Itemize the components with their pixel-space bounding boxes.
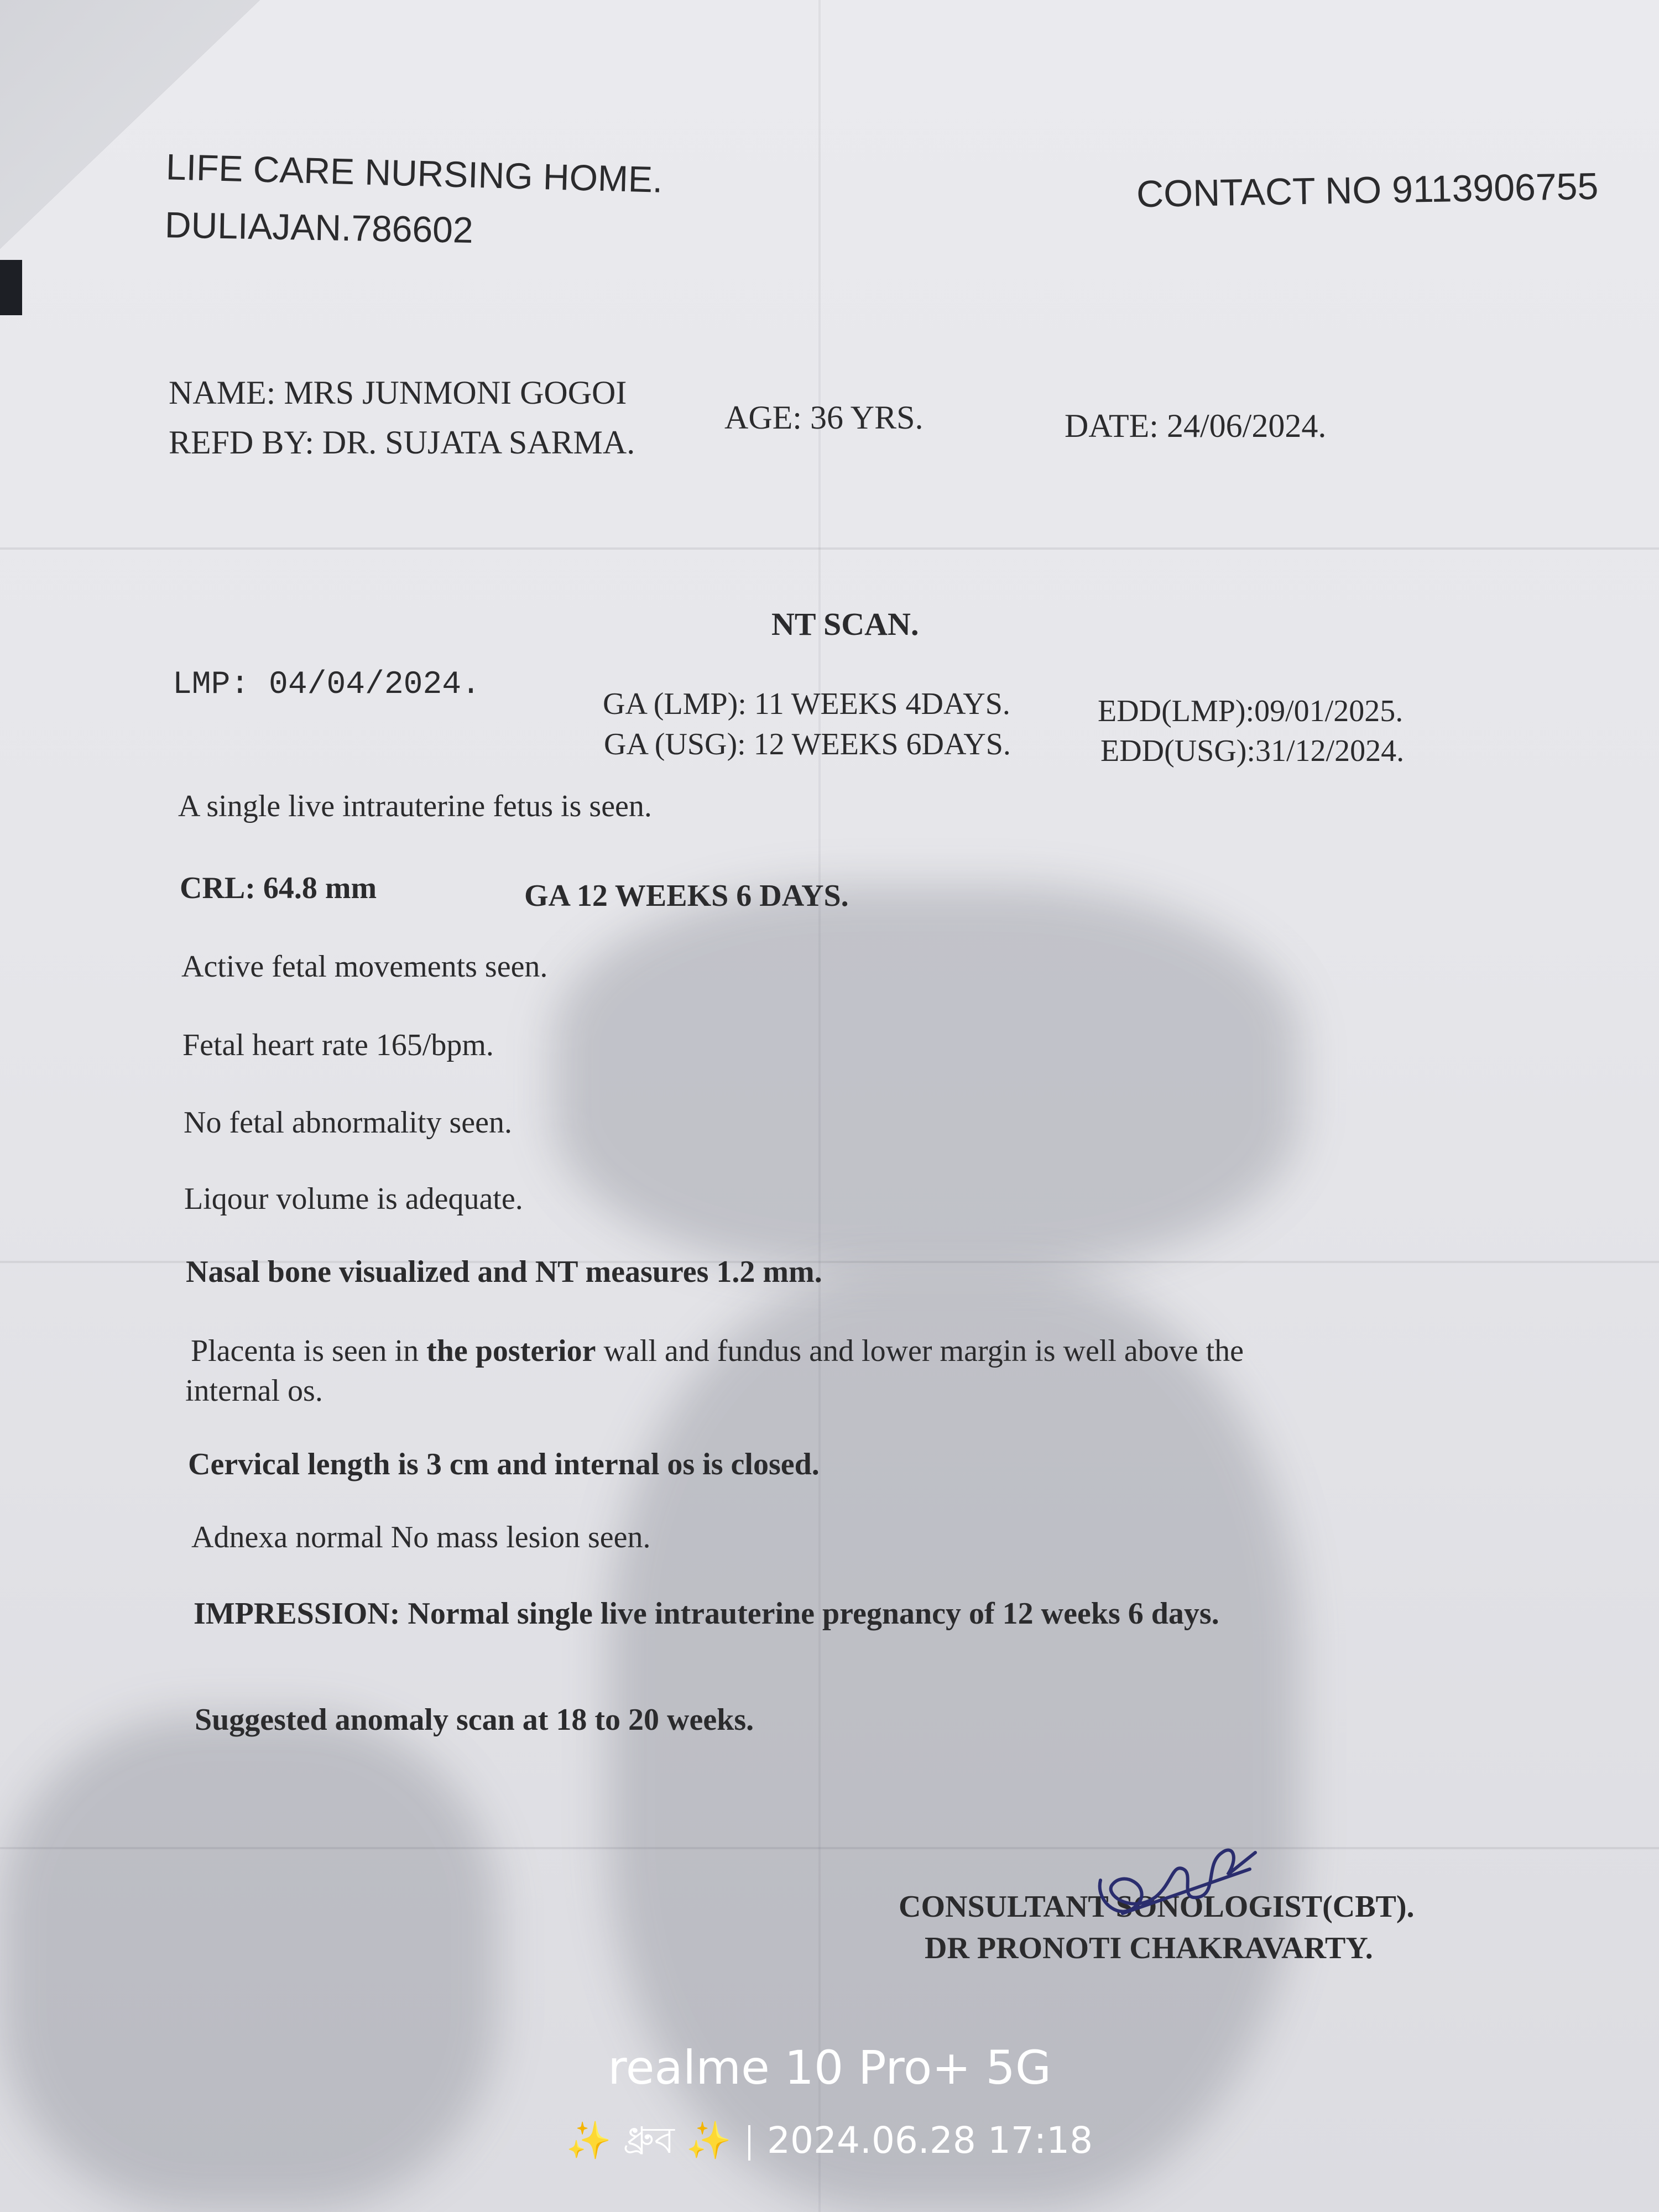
watermark-timestamp: 2024.06.28 17:18 xyxy=(767,2119,1093,2162)
finding-placenta-cont: internal os. xyxy=(185,1374,323,1408)
patient-age: AGE: 36 YRS. xyxy=(724,399,924,436)
watermark-separator xyxy=(748,2125,750,2161)
report-date: DATE: 24/06/2024. xyxy=(1065,408,1327,444)
placenta-text-2: wall and fundus and lower margin is well above the xyxy=(596,1334,1244,1368)
finding-liquor: Liqour volume is adequate. xyxy=(184,1182,523,1216)
watermark-tag: ✨ ধ্রুব ✨ xyxy=(566,2119,732,2162)
suggestion: Suggested anomaly scan at 18 to 20 weeks. xyxy=(195,1703,754,1737)
clinic-address: DULIAJAN.786602 xyxy=(164,204,474,251)
edd-lmp: EDD(LMP):09/01/2025. xyxy=(1098,694,1404,728)
placenta-text-bold: the posterior xyxy=(426,1334,596,1368)
contact-number: CONTACT NO 9113906755 xyxy=(1136,165,1599,216)
signatory-title: CONSULTANT SONOLOGIST(CBT). xyxy=(899,1890,1415,1924)
edd-usg: EDD(USG):31/12/2024. xyxy=(1100,734,1405,768)
clinic-name: LIFE CARE NURSING HOME. xyxy=(165,146,664,200)
signatory-name: DR PRONOTI CHAKRAVARTY. xyxy=(925,1931,1373,1965)
ga-lmp: GA (LMP): 11 WEEKS 4DAYS. xyxy=(603,687,1010,721)
finding-crl: CRL: 64.8 mm xyxy=(180,871,377,905)
referred-by: REFD BY: DR. SUJATA SARMA. xyxy=(169,424,635,461)
patient-name: NAME: MRS JUNMONI GOGOI xyxy=(169,374,627,411)
finding-crl-ga: GA 12 WEEKS 6 DAYS. xyxy=(524,879,849,913)
finding-abnormality: No fetal abnormality seen. xyxy=(184,1105,513,1140)
finding-fetus: A single live intrauterine fetus is seen. xyxy=(178,789,652,823)
finding-movements: Active fetal movements seen. xyxy=(181,950,548,984)
finding-nasal-bone: Nasal bone visualized and NT measures 1.2 mm. xyxy=(186,1255,822,1289)
finding-heart-rate: Fetal heart rate 165/bpm. xyxy=(182,1028,494,1062)
shadow xyxy=(553,885,1300,1272)
camera-model-watermark: realme 10 Pro+ 5G xyxy=(608,2041,1051,2095)
impression: IMPRESSION: Normal single live intrauterine pregnancy of 12 weeks 6 days. xyxy=(194,1597,1219,1631)
finding-placenta xyxy=(191,1335,1244,1366)
paper-fold xyxy=(0,547,1659,550)
lmp-date: LMP: 04/04/2024. xyxy=(173,667,481,703)
ga-usg: GA (USG): 12 WEEKS 6DAYS. xyxy=(604,727,1011,761)
finding-adnexa: Adnexa normal No mass lesion seen. xyxy=(191,1520,651,1554)
handwritten-signature xyxy=(1089,1819,1266,1952)
background-edge xyxy=(0,260,22,315)
finding-cervical: Cervical length is 3 cm and internal os is closed. xyxy=(188,1447,820,1481)
report-title: NT SCAN. xyxy=(771,606,919,642)
placenta-text-1: Placenta is seen in xyxy=(191,1334,427,1368)
camera-timestamp-watermark xyxy=(0,2112,1659,2173)
